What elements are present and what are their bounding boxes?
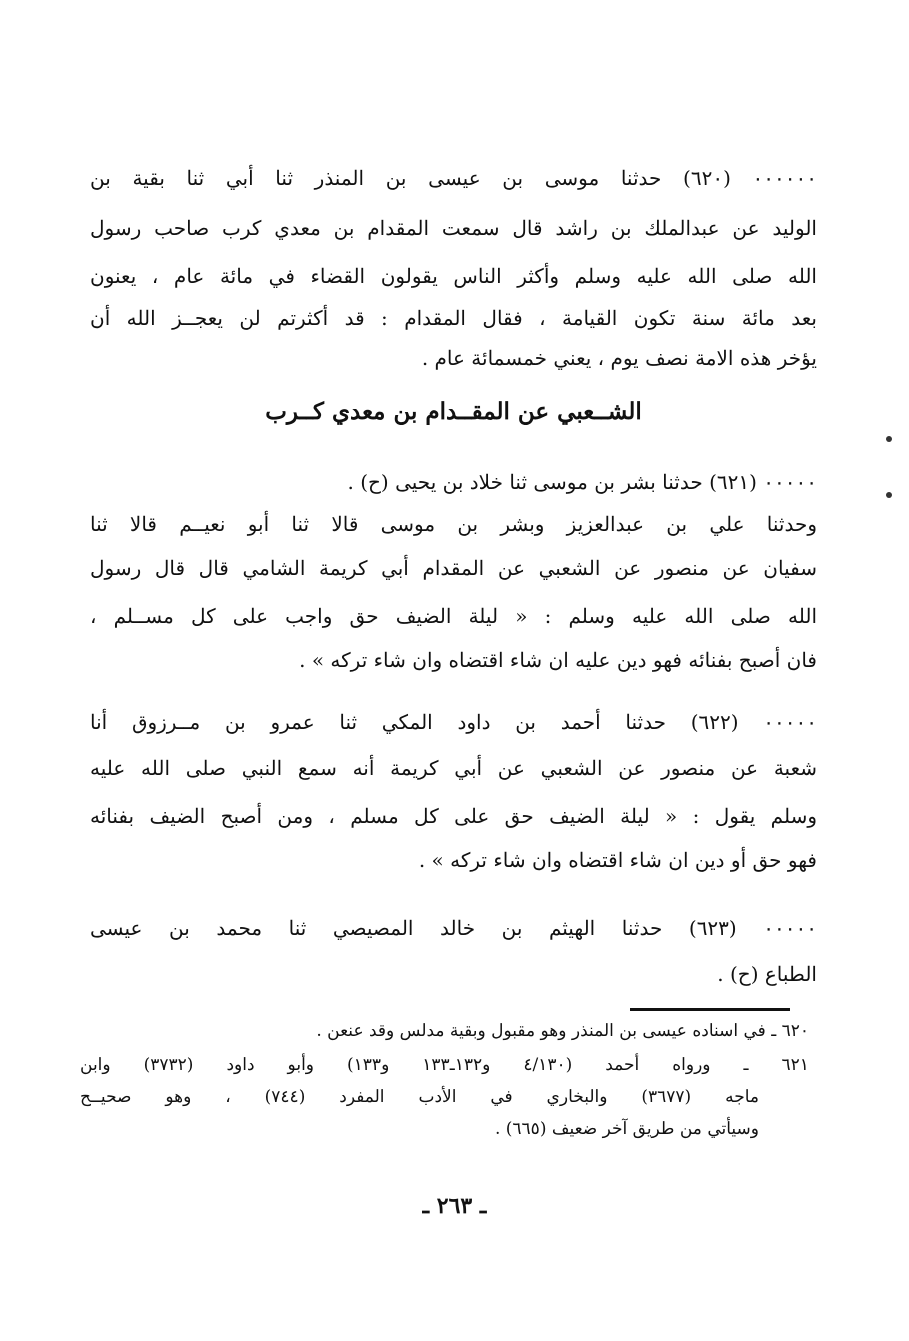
footnote-separator [630, 1008, 790, 1011]
page-number: ـ ٢٦٣ ـ [422, 1193, 487, 1219]
scan-speck [886, 436, 892, 442]
footnote-621-line-3: وسيأتي من طريق آخر ضعيف (٦٦٥) . [494, 1119, 759, 1139]
hadith-623-line-2: الطباع (ح) . [717, 962, 817, 986]
footnote-621-line-1: ٦٢١ ـ ورواه أحمد (٤/١٣٠ و١٣٢ـ١٣٣ و١٣٣) وأبو داود (٣٧٣٢) وابن [80, 1055, 809, 1075]
hadith-620-line-4: بعد مائة سنة تكون القيامة ، فقال المقدام : قد أكثرتم لن يعجــز الله أن [90, 306, 817, 330]
hadith-622-line-3: وسلم يقول : « ليلة الضيف حق على كل مسلم ، ومن أصبح الضيف بفنائه [90, 804, 817, 828]
hadith-621-line-5: فان أصبح بفنائه فهو دين عليه ان شاء اقتضاه وان شاء تركه » . [299, 648, 817, 672]
hadith-620-line-5: يؤخر هذه الامة نصف يوم ، يعني خمسمائة عام . [421, 346, 817, 370]
section-heading: الشــعبي عن المقــدام بن معدي كــرب [265, 398, 642, 425]
hadith-622-line-4: فهو حق أو دين ان شاء اقتضاه وان شاء تركه » . [418, 848, 817, 872]
hadith-621-line-4: الله صلى الله عليه وسلم : « ليلة الضيف حق واجب على كل مســلم ، [90, 604, 817, 628]
footnote-620: ٦٢٠ ـ في اسناده عيسى بن المنذر وهو مقبول وبقية مدلس وقد عنعن . [316, 1021, 809, 1041]
hadith-621-line-3: سفيان عن منصور عن الشعبي عن المقدام أبي كريمة الشامي قال قال رسول [90, 556, 817, 580]
hadith-621-line-1: ٠٠٠٠٠ (٦٢١) حدثنا بشر بن موسى ثنا خلاد بن يحيى (ح) . [347, 470, 817, 494]
hadith-622-line-1: ٠٠٠٠٠ (٦٢٢) حدثنا أحمد بن داود المكي ثنا عمرو بن مــرزوق أنا [90, 710, 817, 734]
hadith-622-line-2: شعبة عن منصور عن الشعبي عن أبي كريمة أنه سمع النبي صلى الله عليه [90, 756, 817, 780]
footnote-621-line-2: ماجه (٣٦٧٧) والبخاري في الأدب المفرد (٧٤٤) ، وهو صحيــح [80, 1087, 759, 1107]
hadith-620-line-2: الوليد عن عبدالملك بن راشد قال سمعت المقدام بن معدي كرب صاحب رسول [90, 216, 817, 240]
hadith-620-line-3: الله صلى الله عليه وسلم وأكثر الناس يقولون القضاء في مائة عام ، يعنون [90, 264, 817, 288]
scan-speck [886, 492, 892, 498]
hadith-621-line-2: وحدثنا علي بن عبدالعزيز وبشر بن موسى قالا ثنا أبو نعيــم قالا ثنا [90, 512, 817, 536]
hadith-623-line-1: ٠٠٠٠٠ (٦٢٣) حدثنا الهيثم بن خالد المصيصي ثنا محمد بن عيسى [90, 916, 817, 940]
hadith-620-line-1: ٠٠٠٠٠٠ (٦٢٠) حدثنا موسى بن عيسى بن المنذر ثنا أبي ثنا بقية بن [90, 166, 817, 190]
